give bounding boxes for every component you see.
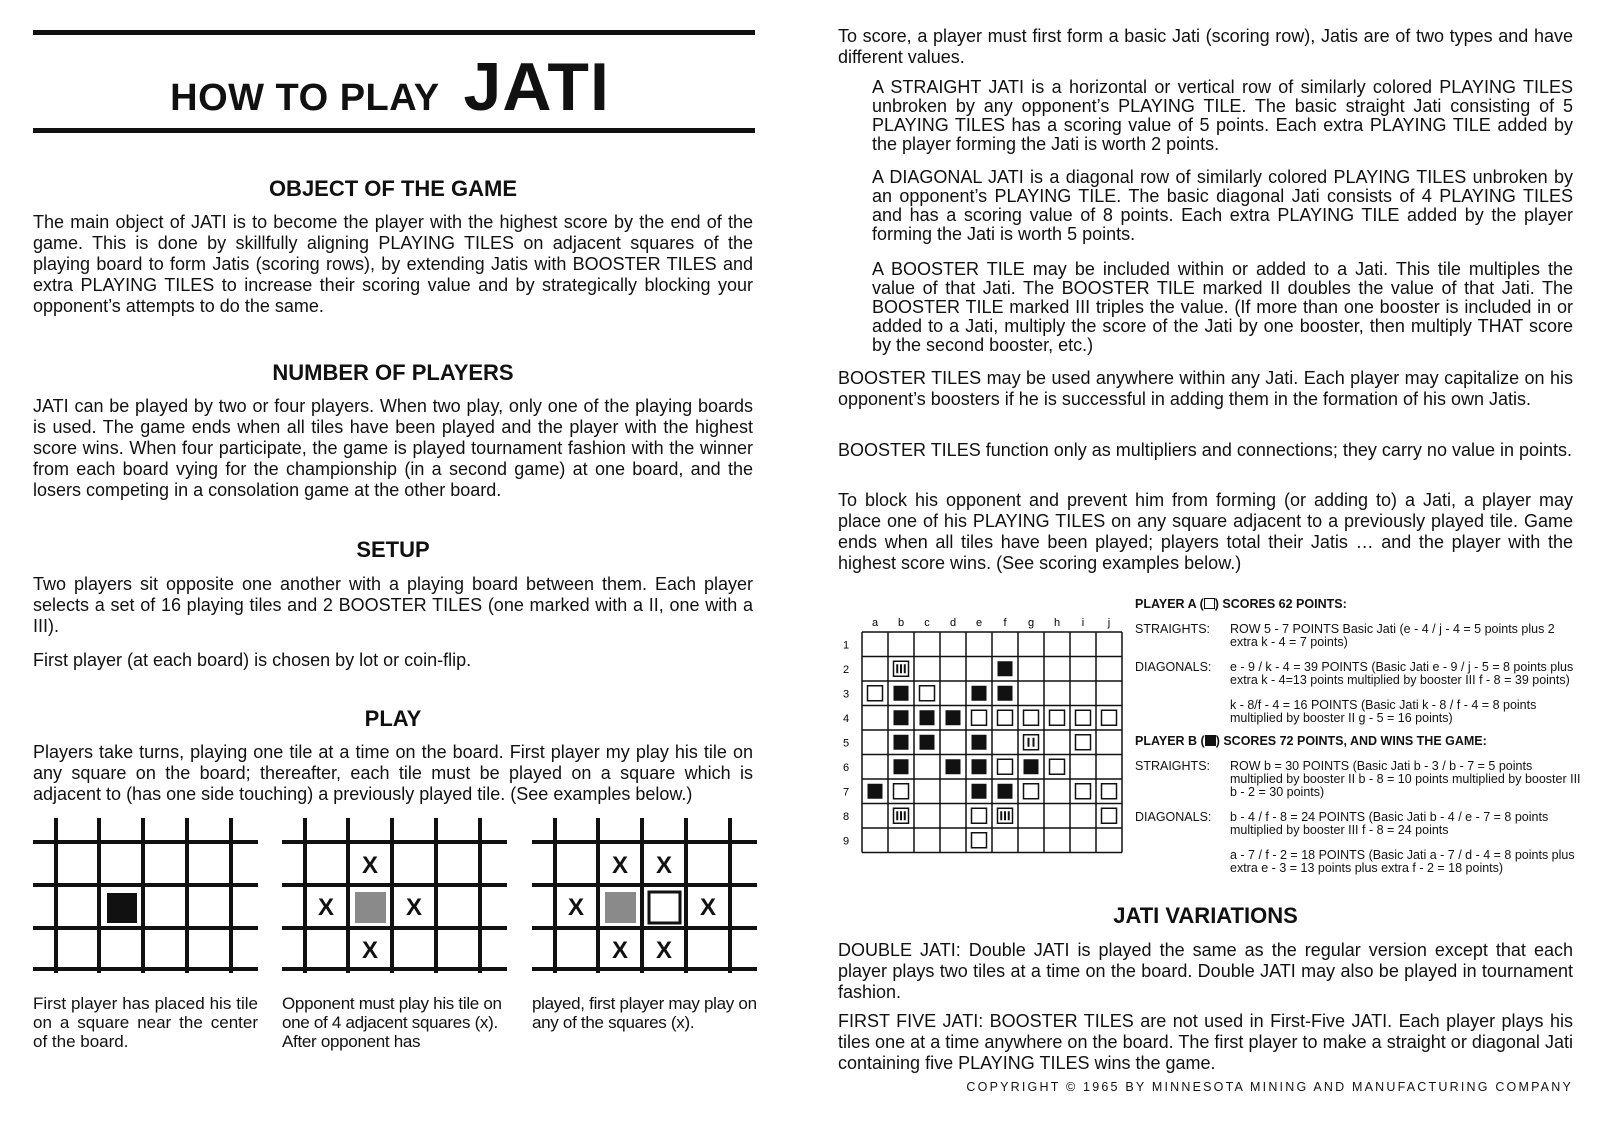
x-mark: X	[361, 937, 379, 964]
white-tile	[972, 833, 987, 848]
scoring-examples	[1135, 598, 1585, 875]
booster-use-text: BOOSTER TILES may be used anywhere within any Jati. Each player may capitalize on his opponent’s boosters if he is successful in adding them in the formation of his own Jatis.	[838, 368, 1573, 409]
black-tile	[998, 661, 1013, 676]
column-label: g	[1027, 617, 1035, 629]
players-text: JATI can be played by two or four players. When two play, only one of the playing boards is used. The game ends when all tiles have been played and the player with the highest score wins. When four participate, the game is played tournament fashion with the winner from each board vying for the championship (in a second game) at one board, and the losers competing in a consolation game at the other board.	[33, 396, 753, 500]
heading-play: PLAY	[364, 706, 422, 731]
white-tile	[1050, 759, 1065, 774]
column-label: j	[1107, 617, 1111, 629]
blocking-text: To block his opponent and prevent him from forming (or adding to) a Jati, a player may place one of his PLAYING TILES on any square adjacent to a previously played tile. Game ends when all tiles have been played; players total their Jatis … and the player with the highest score wins. (See scoring examples below.)	[838, 490, 1573, 573]
white-tile	[1102, 808, 1117, 823]
x-mark: X	[655, 852, 673, 879]
black-tile	[920, 735, 935, 750]
scoring-board	[838, 610, 1128, 870]
heading-variations: JATI VARIATIONS	[1113, 903, 1298, 928]
player-a-diagonals-2: k - 8/f - 4 = 16 POINTS (Basic Jati k - 8 / f - 4 = 8 points multiplied by booster II g - 5 = 16 points)	[1230, 698, 1537, 725]
black-tile	[920, 710, 935, 725]
column-label: b	[897, 617, 905, 629]
x-mark: X	[611, 852, 629, 879]
player-b-straights: STRAIGHTS: ROW b = 30 POINTS (Basic Jati b - 3 / b - 7 = 5 points multiplied by booster II b - 8 = 10 points multiplied by booster III b - 2 = 30 points)	[1135, 759, 1581, 799]
gray-tile	[355, 892, 386, 923]
player-a-diagonals: DIAGONALS: e - 9 / k - 4 = 39 POINTS (Basic Jati e - 9 / j - 5 = 8 points plus extra k - 4=13 points multiplied by booster III f - 8 = 39 points)	[1135, 660, 1574, 687]
row-label: 3	[842, 688, 850, 701]
x-mark: X	[317, 894, 335, 921]
black-tile	[946, 710, 961, 725]
booster-tile-text: A BOOSTER TILE may be included within or added to a Jati. This tile multiples the value of that Jati. The BOOSTER TILE marked II doubles the value of that Jati. The BOOSTER TILE marked III triples the value. (If more than one booster is included in or added to a Jati, multiply the score of the Jati by one booster, then multiply THAT score by the second booster, etc.)	[872, 259, 1573, 355]
player-b-heading: PLAYER B ( ) SCORES 72 POINTS, AND WINS THE GAME:	[1135, 734, 1487, 748]
white-tile	[998, 759, 1013, 774]
white-square-icon	[1204, 598, 1215, 609]
page-title	[30, 48, 750, 126]
row-label: 2	[842, 663, 850, 676]
row-label: 8	[842, 810, 850, 823]
white-tile	[1102, 710, 1117, 725]
copyright-line: COPYRIGHT © 1965 BY MINNESOTA MINING AND MANUFACTURING COMPANY	[966, 1080, 1573, 1094]
white-tile	[868, 686, 883, 701]
diagonal-jati-text: A DIAGONAL JATI is a diagonal row of similarly colored PLAYING TILES unbroken by an opponent’s PLAYING TILE. The basic diagonal Jati consists of 4 PLAYING TILES and has a scoring value of 8 points. Each extra PLAYING TILE added by the player forming the Jati is worth 5 points.	[872, 167, 1573, 244]
scoring-intro: To score, a player must first form a basic Jati (scoring row), Jatis are of two types and have different values.	[838, 26, 1573, 67]
example-grid-3	[532, 818, 757, 973]
black-tile	[894, 686, 909, 701]
booster-tile	[1024, 735, 1039, 750]
row-label: 7	[842, 786, 850, 799]
caption-grid-2: Opponent must play his tile on one of 4 adjacent squares (x). After opponent has	[282, 994, 502, 1051]
black-tile	[972, 686, 987, 701]
example-grid-1	[33, 818, 258, 973]
play-text: Players take turns, playing one tile at a time on the board. First player my play his tile on any square on the board; thereafter, each tile must be played on a square which is adjacent to (has one side touching) a previously played tile. (See examples below.)	[33, 742, 753, 804]
title-prefix: HOW TO PLAY	[170, 77, 440, 119]
white-tile	[1076, 735, 1091, 750]
white-tile	[1076, 784, 1091, 799]
straight-jati-text: A STRAIGHT JATI is a horizontal or vertical row of similarly colored PLAYING TILES unbroken by any opponent’s PLAYING TILE. The basic straight Jati consisting of 5 PLAYING TILES has a scoring value of 5 points. Each extra PLAYING TILE added by the player forming the Jati is worth 2 points.	[872, 77, 1573, 154]
x-mark: X	[567, 894, 585, 921]
booster-function-text: BOOSTER TILES function only as multipliers and connections; they carry no value in points.	[838, 440, 1573, 460]
column-label: c	[924, 617, 930, 629]
setup-text: Two players sit opposite one another with a playing board between them. Each player selects a set of 16 playing tiles and 2 BOOSTER TILES (one marked with a II, one with a III).	[33, 574, 753, 636]
black-tile	[1024, 759, 1039, 774]
column-label: e	[975, 617, 983, 629]
black-tile	[972, 735, 987, 750]
white-tile	[972, 808, 987, 823]
first-five-jati-text: FIRST FIVE JATI: BOOSTER TILES are not used in First-Five JATI. Each player plays his tiles one at a time anywhere on the board. The first player to make a straight or diagonal Jati containing five PLAYING TILES wins the game.	[838, 1011, 1573, 1073]
example-grid-2	[282, 818, 507, 973]
column-label: i	[1081, 617, 1085, 629]
player-a-straights: STRAIGHTS: ROW 5 - 7 POINTS Basic Jati (e - 4 / j - 4 = 5 points plus 2 extra k - 4 = 7 points)	[1135, 622, 1555, 649]
row-label: 1	[842, 639, 850, 652]
white-tile	[1024, 784, 1039, 799]
row-label: 6	[842, 761, 850, 774]
column-label: h	[1053, 617, 1061, 629]
white-tile	[894, 784, 909, 799]
caption-grid-1: First player has placed his tile on a square near the center of the board.	[33, 994, 258, 1051]
heading-object: OBJECT OF THE GAME	[268, 176, 518, 201]
black-tile	[894, 710, 909, 725]
row-label: 9	[842, 835, 850, 848]
black-tile	[946, 759, 961, 774]
white-tile	[649, 892, 680, 923]
double-jati-text: DOUBLE JATI: Double JATI is played the same as the regular version except that each player plays two tiles at a time on the board. Double JATI may also be played in tournament fashion.	[838, 940, 1573, 1002]
row-label: 5	[842, 737, 850, 750]
player-b-diagonals-2: a - 7 / f - 2 = 18 POINTS (Basic Jati a - 7 / d - 4 = 8 points plus extra e - 3 = 13 points plus extra f - 2 = 18 points)	[1230, 848, 1575, 875]
white-tile	[1024, 710, 1039, 725]
black-tile	[998, 784, 1013, 799]
column-label: d	[949, 617, 957, 629]
white-tile	[1102, 784, 1117, 799]
black-tile	[894, 759, 909, 774]
black-tile	[972, 784, 987, 799]
gray-tile	[605, 892, 636, 923]
caption-grid-3: played, first player may play on any of the squares (x).	[532, 994, 757, 1032]
x-mark: X	[611, 937, 629, 964]
black-tile	[894, 735, 909, 750]
heading-players: NUMBER OF PLAYERS	[272, 360, 514, 385]
x-mark: X	[699, 894, 717, 921]
column-label: f	[1003, 617, 1007, 629]
black-tile	[868, 784, 883, 799]
x-mark: X	[655, 937, 673, 964]
player-b-diagonals: DIAGONALS: b - 4 / f - 8 = 24 POINTS (Basic Jati b - 4 / e - 7 = 8 points multiplied by booster III f - 8 = 24 points	[1135, 810, 1549, 837]
title-game-name: JATI	[463, 49, 610, 125]
black-tile	[998, 686, 1013, 701]
heading-setup: SETUP	[356, 537, 430, 562]
object-text: The main object of JATI is to become the player with the highest score by the end of the game. This is done by skillfully aligning PLAYING TILES on adjacent squares of the playing board to form Jatis (scoring rows), by extending Jatis with BOOSTER TILES and extra PLAYING TILES to increase their scoring value and by strategically blocking your opponent’s attempts to do the same.	[33, 212, 753, 316]
title-rule-top	[33, 30, 755, 35]
column-label: a	[871, 617, 879, 629]
player-a-heading: PLAYER A ( ) SCORES 62 POINTS:	[1135, 597, 1347, 611]
black-tile	[107, 893, 137, 923]
white-tile	[1050, 710, 1065, 725]
x-mark: X	[405, 894, 423, 921]
black-tile	[972, 759, 987, 774]
white-tile	[1076, 710, 1091, 725]
white-tile	[998, 710, 1013, 725]
white-tile	[920, 686, 935, 701]
row-label: 4	[842, 712, 850, 725]
white-tile	[972, 710, 987, 725]
black-square-icon	[1205, 735, 1216, 746]
title-rule-bottom	[33, 128, 755, 133]
setup-first-player: First player (at each board) is chosen by lot or coin-flip.	[33, 650, 472, 670]
x-mark: X	[361, 852, 379, 879]
